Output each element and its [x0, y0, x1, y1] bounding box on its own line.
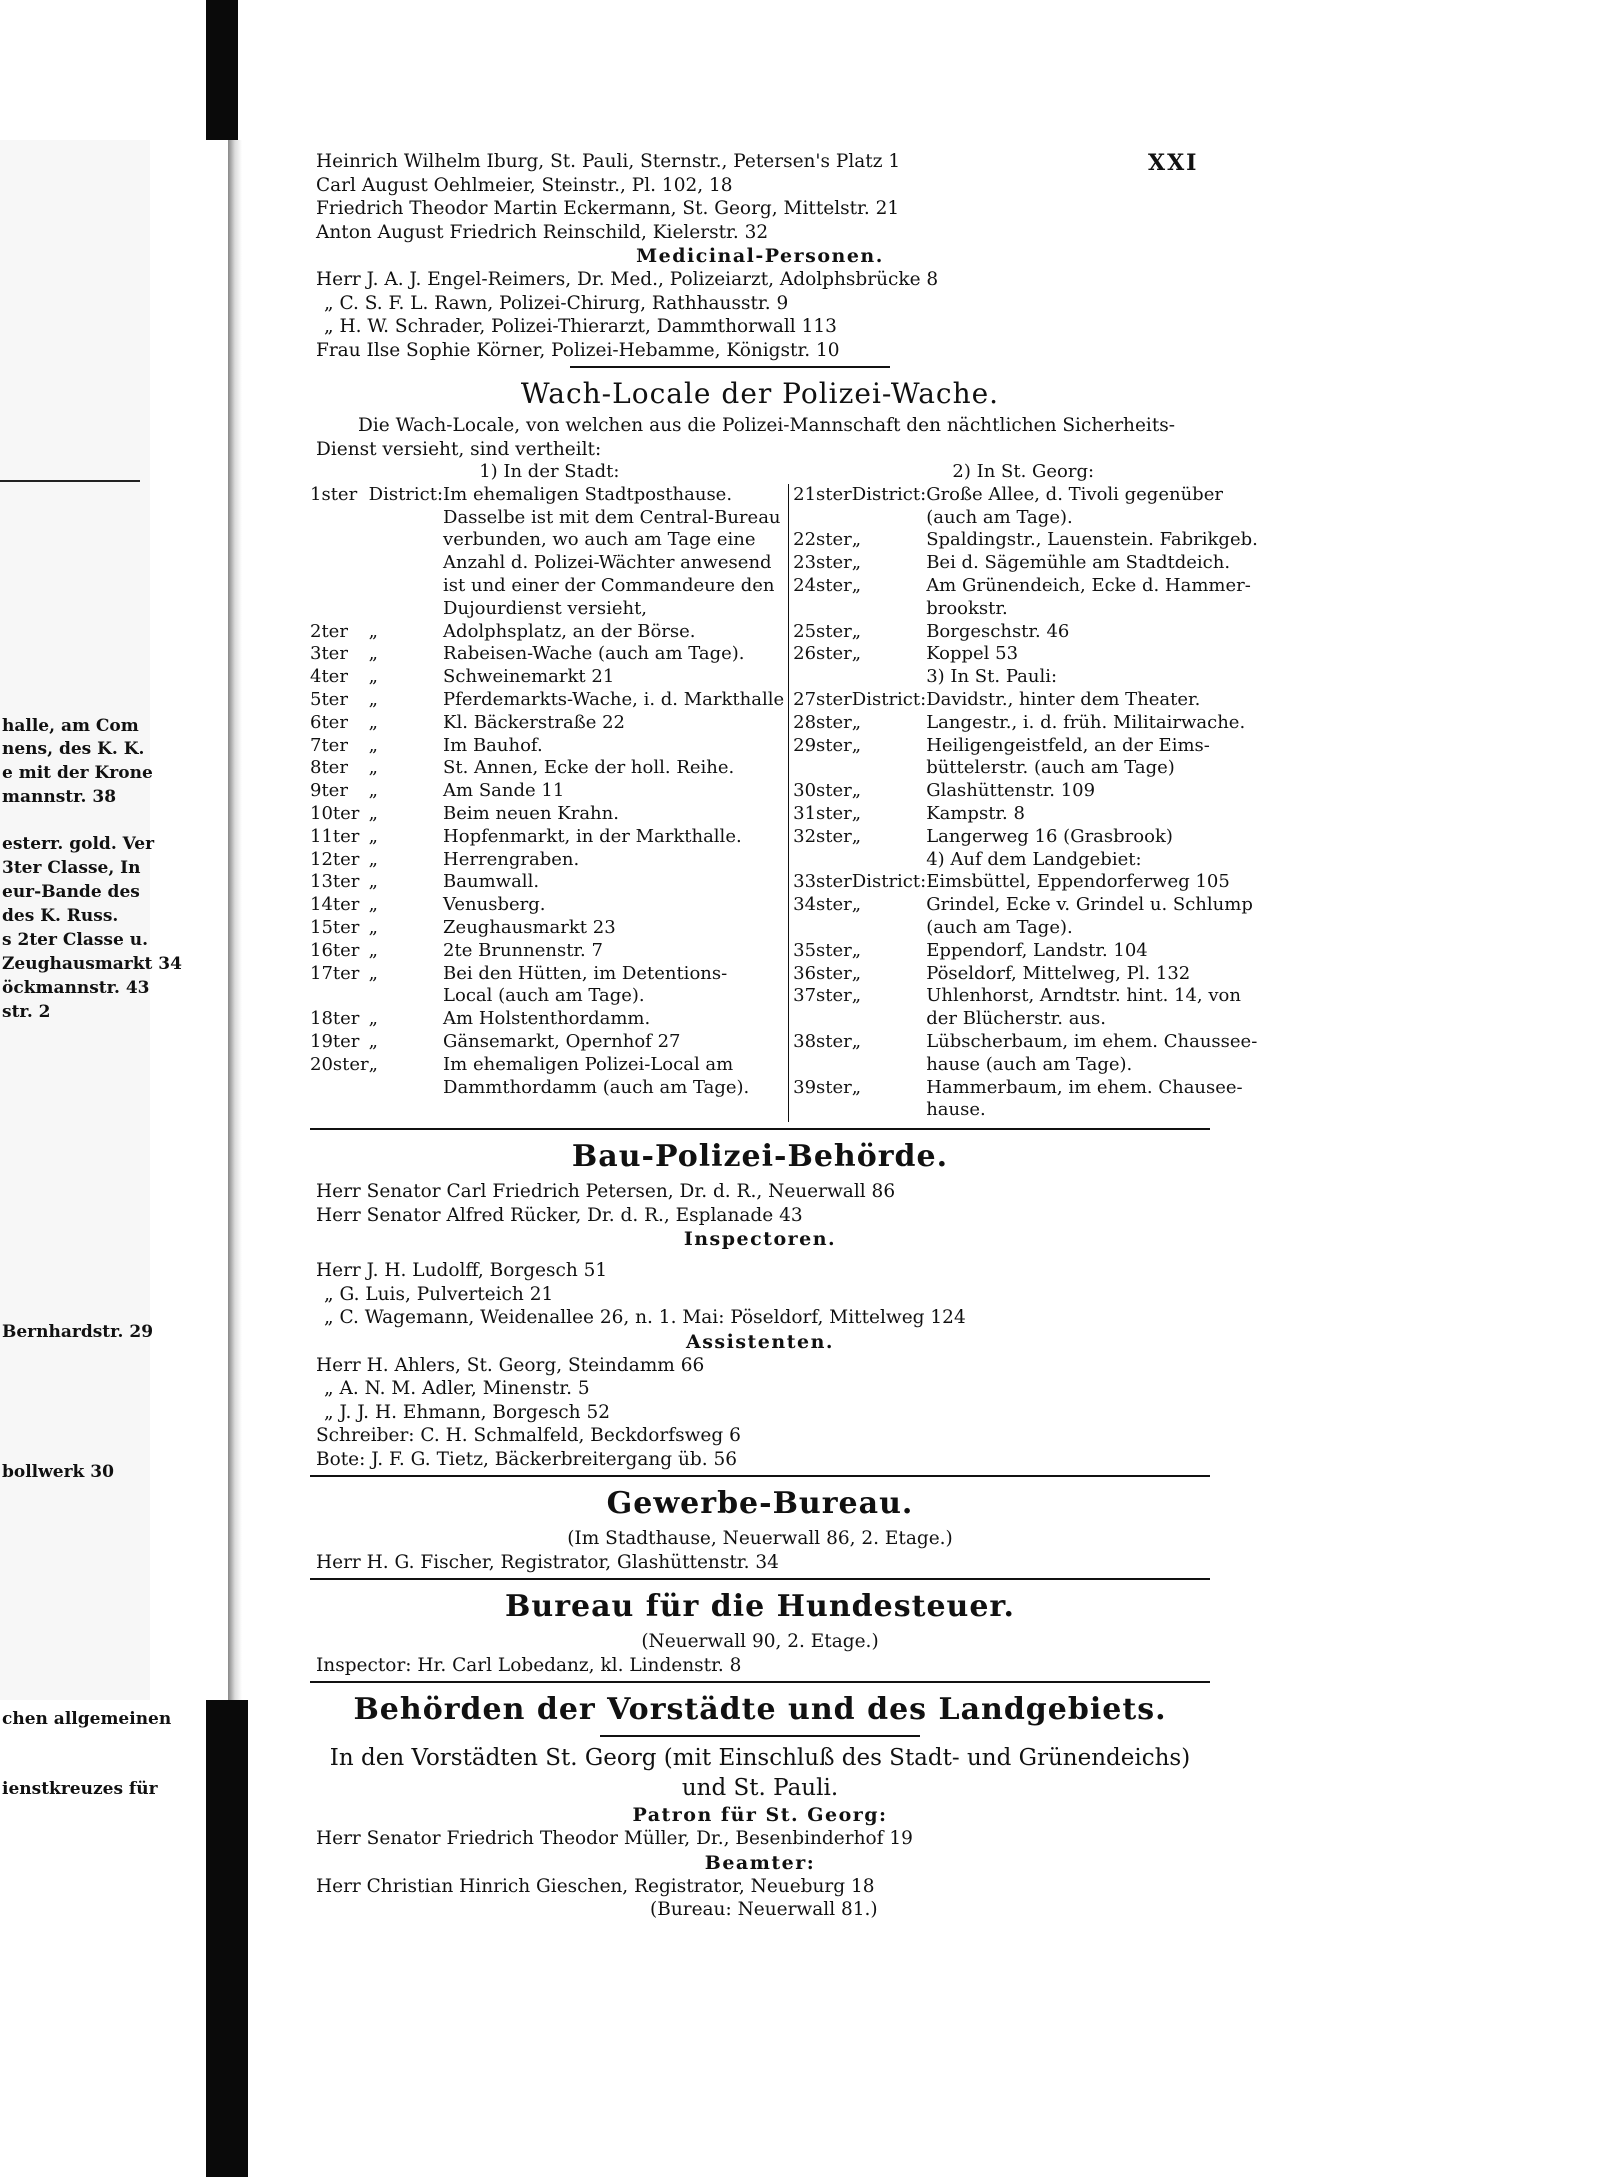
district-label: „	[368, 871, 378, 893]
left-page-fragment: e mit der Krone	[2, 763, 153, 783]
vorstaedte-title: Behörden der Vorstädte und des Landgebiets.	[353, 1692, 1167, 1728]
district-location: Eimsbüttel, Eppendorferweg 105	[926, 871, 1230, 893]
district-location: Dujourdienst versieht,	[443, 598, 789, 621]
wach-row	[310, 1054, 1258, 1077]
wach-row	[310, 803, 1258, 826]
district-number	[789, 507, 852, 530]
district-number: 23ster	[793, 552, 852, 574]
district-number: 16ter	[310, 939, 360, 961]
district-number	[789, 917, 852, 940]
district-number	[310, 552, 369, 575]
district-location: St. Annen, Ecke der holl. Reihe.	[443, 757, 789, 780]
wach-row	[310, 735, 1258, 758]
patron-line: Herr Senator Friedrich Theodor Müller, Dr., Besenbinderhof 19	[316, 1828, 913, 1850]
wach-title: Wach-Locale der Polizei-Wache.	[520, 377, 1000, 410]
wach-table	[310, 461, 1258, 1122]
inspectoren-title: Inspectoren.	[683, 1228, 837, 1251]
vorstaedte-subtitle: In den Vorstädten St. Georg (mit Einschluß des Stadt- und Grünendeichs)	[329, 1745, 1191, 1772]
district-location: Zeughausmarkt 23	[443, 917, 789, 940]
wach-intro: Die Wach-Locale, von welchen aus die Polizei-Mannschaft den nächtlichen Sicherheits-	[358, 415, 1175, 436]
district-number: 34ster	[793, 894, 852, 916]
beamter-line: Herr Christian Hinrich Gieschen, Registrator, Neueburg 18	[316, 1875, 875, 1897]
district-number: 1ster	[310, 483, 358, 505]
district-label: „	[851, 711, 862, 733]
district-number: 39ster	[793, 1076, 852, 1098]
district-number: 15ter	[310, 916, 360, 938]
medicinal-item: „ C. S. F. L. Rawn, Polizei-Chirurg, Rathhausstr. 9	[324, 292, 789, 314]
district-location: 2te Brunnenstr. 7	[443, 940, 789, 963]
district-number: 22ster	[793, 529, 852, 551]
district-location: Pferdemarkts-Wache, i. d. Markthalle	[443, 689, 789, 712]
inspector-line: „ G. Luis, Pulverteich 21	[324, 1283, 554, 1305]
district-label: „	[851, 574, 862, 596]
district-number: 20ster	[310, 1053, 369, 1075]
wach-intro: Dienst versieht, sind vertheilt:	[316, 438, 602, 460]
district-number	[789, 1099, 852, 1122]
district-label: „	[368, 916, 378, 938]
district-location: verbunden, wo auch am Tage eine	[443, 529, 789, 552]
district-location: Am Holstenthordamm.	[443, 1008, 789, 1031]
wach-row	[310, 689, 1258, 712]
wach-right-head: 2) In St. Georg:	[952, 461, 1095, 482]
district-location: Davidstr., hinter dem Theater.	[926, 688, 1201, 710]
district-number: 13ter	[310, 871, 360, 893]
bau-senator: Herr Senator Carl Friedrich Petersen, Dr. d. R., Neuerwall 86	[316, 1181, 896, 1203]
district-location: Venusberg.	[443, 894, 789, 917]
district-label	[369, 552, 443, 575]
district-location: büttelerstr. (auch am Tage)	[926, 757, 1175, 779]
district-label: „	[368, 825, 378, 847]
district-number: 32ster	[793, 825, 852, 847]
district-number	[310, 529, 369, 552]
district-number: 24ster	[793, 574, 852, 596]
district-label	[852, 1099, 926, 1122]
district-number: 25ster	[793, 620, 852, 642]
left-page-fragment: Zeughausmarkt 34	[2, 954, 182, 974]
left-page-fragment: 3ter Classe, In	[2, 858, 141, 878]
wach-row	[310, 643, 1258, 666]
district-number: 8ter	[310, 757, 348, 779]
district-label	[852, 666, 926, 689]
district-label: District:	[851, 483, 927, 505]
person-line: Carl August Oehlmeier, Steinstr., Pl. 102, 18	[316, 174, 733, 196]
district-location: ist und einer der Commandeure den	[443, 575, 789, 598]
district-label: „	[851, 1076, 862, 1098]
district-number	[789, 849, 852, 872]
district-location: Am Sande 11	[443, 780, 789, 803]
gewerbe-sub: (Im Stadthause, Neuerwall 86, 2. Etage.)	[567, 1528, 953, 1550]
district-number	[789, 666, 852, 689]
district-label: „	[851, 734, 862, 756]
district-label: District:	[851, 688, 927, 710]
section-divider	[310, 1475, 1210, 1477]
wach-row	[310, 1099, 1258, 1122]
wach-row	[310, 666, 1258, 689]
district-number: 30ster	[793, 780, 852, 802]
district-number: 33ster	[793, 871, 852, 893]
medicinal-item: Herr J. A. J. Engel-Reimers, Dr. Med., Polizeiarzt, Adolphsbrücke 8	[316, 269, 939, 290]
wach-row	[310, 484, 1258, 507]
district-number	[310, 1077, 369, 1100]
district-number	[310, 1099, 369, 1122]
wach-row	[310, 826, 1258, 849]
gewerbe-title: Gewerbe-Bureau.	[606, 1486, 914, 1522]
inspector-line: „ C. Wagemann, Weidenallee 26, n. 1. Mai: Pöseldorf, Mittelweg 124	[324, 1307, 966, 1329]
district-label: District:	[368, 483, 444, 505]
district-label	[369, 598, 443, 621]
medicinal-item: „ H. W. Schrader, Polizei-Thierarzt, Dammthorwall 113	[324, 316, 837, 337]
book-spine-bottom	[206, 1700, 248, 2177]
district-location: 3) In St. Pauli:	[926, 666, 1058, 688]
assistent-line: „ J. J. H. Ehmann, Borgesch 52	[324, 1401, 610, 1423]
district-number: 27ster	[793, 688, 852, 710]
wach-row	[310, 1008, 1258, 1031]
district-label	[852, 507, 926, 530]
left-page-fragment: chen allgemeinen	[2, 1709, 172, 1729]
wach-row	[310, 529, 1258, 552]
district-label: District:	[851, 871, 927, 893]
district-location: Dasselbe ist mit dem Central-Bureau	[443, 507, 789, 530]
district-location: Grindel, Ecke v. Grindel u. Schlump	[926, 894, 1253, 916]
district-label: „	[851, 643, 862, 665]
district-label: „	[368, 757, 378, 779]
district-label	[852, 849, 926, 872]
patron-title: Patron für St. Georg:	[632, 1804, 888, 1827]
wach-left-head: 1) In der Stadt:	[479, 461, 620, 482]
district-number: 7ter	[310, 734, 348, 756]
district-location	[443, 1099, 789, 1122]
district-number: 18ter	[310, 1008, 360, 1030]
district-number: 5ter	[310, 688, 348, 710]
district-location: (auch am Tage).	[926, 916, 1073, 938]
wach-row	[310, 917, 1258, 940]
district-location: Im Bauhof.	[443, 735, 789, 758]
district-location: Herrengraben.	[443, 849, 789, 872]
district-label	[369, 575, 443, 598]
left-page-fragment: str. 2	[2, 1002, 51, 1022]
district-location: Glashüttenstr. 109	[926, 780, 1096, 802]
district-label: „	[368, 780, 378, 802]
district-location: Borgeschstr. 46	[926, 620, 1070, 642]
district-location: Schweinemarkt 21	[443, 666, 789, 689]
wach-row	[310, 849, 1258, 872]
district-number	[789, 1008, 852, 1031]
district-number: 3ter	[310, 643, 348, 665]
district-label	[369, 1099, 443, 1122]
district-location: hause (auch am Tage).	[926, 1053, 1133, 1075]
wach-row	[310, 507, 1258, 530]
section-divider	[310, 1578, 1210, 1580]
left-page-fragment: esterr. gold. Ver	[2, 834, 155, 854]
hunde-person: Inspector: Hr. Carl Lobedanz, kl. Lindenstr. 8	[316, 1654, 742, 1676]
section-divider	[600, 1735, 920, 1737]
assistent-line: Herr H. Ahlers, St. Georg, Steindamm 66	[316, 1354, 705, 1376]
section-divider	[570, 366, 890, 368]
district-location: Uhlenhorst, Arndtstr. hint. 14, von	[926, 985, 1241, 1007]
medicinal-item: Frau Ilse Sophie Körner, Polizei-Hebamme, Königstr. 10	[316, 339, 840, 361]
district-label: „	[368, 1008, 378, 1030]
district-location: Bei den Hütten, im Detentions-	[443, 963, 789, 986]
district-number	[310, 575, 369, 598]
page-content	[310, 150, 1258, 1922]
district-number	[310, 598, 369, 621]
section-divider	[310, 1128, 1210, 1130]
district-location: Rabeisen-Wache (auch am Tage).	[443, 643, 789, 666]
district-location: Eppendorf, Landstr. 104	[926, 939, 1148, 961]
wach-row	[310, 871, 1258, 894]
hunde-title: Bureau für die Hundesteuer.	[505, 1589, 1015, 1625]
assistent-line: „ A. N. M. Adler, Minenstr. 5	[324, 1378, 590, 1400]
wach-table-header	[310, 461, 1258, 484]
district-number: 4ter	[310, 666, 348, 688]
wach-row	[310, 780, 1258, 803]
district-label: „	[851, 985, 862, 1007]
left-page-fragment: halle, am Com	[2, 716, 139, 736]
district-label	[852, 598, 926, 621]
district-label: „	[368, 1053, 378, 1075]
district-label: „	[368, 962, 378, 984]
left-page-fragment: s 2ter Classe u.	[2, 930, 149, 950]
beamter-bureau: (Bureau: Neuerwall 81.)	[650, 1899, 878, 1921]
district-number	[789, 1054, 852, 1077]
assistenten-title: Assistenten.	[685, 1330, 835, 1353]
vorstaedte-subtitle: und St. Pauli.	[681, 1775, 839, 1802]
district-location: Hopfenmarkt, in der Markthalle.	[443, 826, 789, 849]
district-number: 17ter	[310, 962, 360, 984]
wach-row	[310, 940, 1258, 963]
district-number	[789, 757, 852, 780]
district-label: „	[368, 643, 378, 665]
wach-table-body	[310, 484, 1258, 1122]
district-label: „	[368, 734, 378, 756]
wach-row	[310, 621, 1258, 644]
district-label: „	[368, 939, 378, 961]
left-page-fragment: eur-Bande des	[2, 882, 140, 902]
district-label: „	[851, 962, 862, 984]
district-number: 31ster	[793, 802, 852, 824]
district-location: der Blücherstr. aus.	[926, 1008, 1107, 1030]
beamter-title: Beamter:	[704, 1851, 816, 1874]
district-label: „	[851, 802, 862, 824]
district-number: 37ster	[793, 985, 852, 1007]
district-number: 10ter	[310, 802, 360, 824]
left-page-rule	[0, 480, 140, 482]
district-label	[852, 1054, 926, 1077]
district-location: Anzahl d. Polizei-Wächter anwesend	[443, 552, 789, 575]
wach-row	[310, 712, 1258, 735]
district-location: Gänsemarkt, Opernhof 27	[443, 1031, 789, 1054]
inspector-line: Herr J. H. Ludolff, Borgesch 51	[316, 1260, 608, 1282]
district-number: 6ter	[310, 711, 348, 733]
left-page-fragment: Bernhardstr. 29	[2, 1322, 154, 1342]
district-label	[369, 985, 443, 1008]
page-fold	[228, 140, 242, 1700]
district-label	[369, 529, 443, 552]
district-location: Große Allee, d. Tivoli gegenüber	[926, 483, 1223, 505]
district-location: Langerweg 16 (Grasbrook)	[926, 825, 1173, 847]
district-label: „	[368, 711, 378, 733]
gewerbe-person: Herr H. G. Fischer, Registrator, Glashüttenstr. 34	[316, 1551, 779, 1573]
district-label: „	[368, 620, 378, 642]
district-number: 21ster	[793, 483, 852, 505]
left-page	[0, 140, 182, 1799]
district-number: 19ter	[310, 1030, 360, 1052]
district-label: „	[368, 848, 378, 870]
page-number: XXI	[1148, 150, 1199, 176]
left-page-fragment: öckmannstr. 43	[2, 978, 150, 998]
medicinal-title: Medicinal-Personen.	[636, 245, 884, 267]
district-label: „	[851, 894, 862, 916]
district-number: 35ster	[793, 939, 852, 961]
district-location: Am Grünendeich, Ecke d. Hammer-	[926, 574, 1251, 596]
wach-row	[310, 985, 1258, 1008]
hunde-sub: (Neuerwall 90, 2. Etage.)	[641, 1631, 879, 1653]
person-line: Friedrich Theodor Martin Eckermann, St. Georg, Mittelstr. 21	[316, 198, 900, 219]
wach-row	[310, 552, 1258, 575]
district-label: „	[368, 802, 378, 824]
district-number	[310, 985, 369, 1008]
wach-row	[310, 963, 1258, 986]
left-page-fragment: nens, des K. K.	[2, 739, 145, 759]
district-location: Bei d. Sägemühle am Stadtdeich.	[926, 552, 1231, 574]
district-location: Pöseldorf, Mittelweg, Pl. 132	[926, 962, 1191, 984]
district-number: 12ter	[310, 848, 360, 870]
district-number: 2ter	[310, 620, 348, 642]
district-location: brookstr.	[926, 597, 1008, 619]
district-location: Beim neuen Krahn.	[443, 803, 789, 826]
district-label: „	[368, 688, 378, 710]
bau-senator: Herr Senator Alfred Rücker, Dr. d. R., Esplanade 43	[316, 1204, 803, 1226]
district-label: „	[368, 1030, 378, 1052]
wach-row	[310, 598, 1258, 621]
wach-row	[310, 894, 1258, 917]
wach-row	[310, 575, 1258, 598]
district-number: 29ster	[793, 734, 852, 756]
district-label: „	[851, 825, 862, 847]
district-number	[310, 507, 369, 530]
left-page-fragment: bollwerk 30	[2, 1462, 114, 1482]
district-label	[852, 1008, 926, 1031]
district-location: Baumwall.	[443, 871, 789, 894]
district-label: „	[851, 780, 862, 802]
district-location: Spaldingstr., Lauenstein. Fabrikgeb.	[926, 529, 1258, 551]
wach-row	[310, 1077, 1258, 1100]
district-location: Local (auch am Tage).	[443, 985, 789, 1008]
district-number: 14ter	[310, 894, 360, 916]
district-location: Im ehemaligen Polizei-Local am	[443, 1054, 789, 1077]
district-location: Kl. Bäckerstraße 22	[443, 712, 789, 735]
person-line: Heinrich Wilhelm Iburg, St. Pauli, Sternstr., Petersen's Platz 1	[316, 151, 901, 172]
district-location: 4) Auf dem Landgebiet:	[926, 848, 1142, 870]
district-label	[852, 757, 926, 780]
district-label: „	[851, 939, 862, 961]
district-location: Heiligengeistfeld, an der Eims-	[926, 734, 1210, 756]
book-spine-top	[206, 0, 238, 140]
district-label	[852, 917, 926, 940]
district-number	[789, 598, 852, 621]
section-divider	[310, 1681, 1210, 1683]
assistent-line: Bote: J. F. G. Tietz, Bäckerbreitergang üb. 56	[316, 1448, 738, 1470]
district-location: Adolphsplatz, an der Börse.	[443, 621, 789, 644]
district-label	[369, 507, 443, 530]
district-label: „	[368, 666, 378, 688]
district-location: Lübscherbaum, im ehem. Chaussee-	[926, 1030, 1258, 1052]
district-location: Dammthordamm (auch am Tage).	[443, 1077, 789, 1100]
left-page-fragment: des K. Russ.	[2, 906, 119, 926]
district-label: „	[851, 552, 862, 574]
district-number: 38ster	[793, 1030, 852, 1052]
district-label: „	[851, 1030, 862, 1052]
district-number: 11ter	[310, 825, 360, 847]
district-location: Langestr., i. d. früh. Militairwache.	[926, 711, 1246, 733]
district-location: Kampstr. 8	[926, 802, 1025, 824]
wach-row	[310, 1031, 1258, 1054]
assistent-line: Schreiber: C. H. Schmalfeld, Beckdorfsweg 6	[316, 1425, 741, 1447]
district-location: (auch am Tage).	[926, 506, 1073, 528]
district-number: 9ter	[310, 780, 348, 802]
district-location: Im ehemaligen Stadtposthause.	[443, 484, 789, 507]
left-page-fragment: mannstr. 38	[2, 787, 117, 807]
district-label: „	[368, 894, 378, 916]
district-location: hause.	[926, 1099, 986, 1121]
district-number: 36ster	[793, 962, 852, 984]
district-number: 26ster	[793, 643, 852, 665]
district-location: Koppel 53	[926, 643, 1019, 665]
person-line: Anton August Friedrich Reinschild, Kielerstr. 32	[316, 221, 769, 243]
district-label	[369, 1077, 443, 1100]
district-label: „	[851, 620, 862, 642]
district-number: 28ster	[793, 711, 852, 733]
bau-title: Bau-Polizei-Behörde.	[571, 1139, 949, 1175]
left-page-fragment: ienstkreuzes für	[2, 1779, 158, 1799]
district-label: „	[851, 529, 862, 551]
district-location: Hammerbaum, im ehem. Chausee-	[926, 1076, 1243, 1098]
wach-row	[310, 757, 1258, 780]
